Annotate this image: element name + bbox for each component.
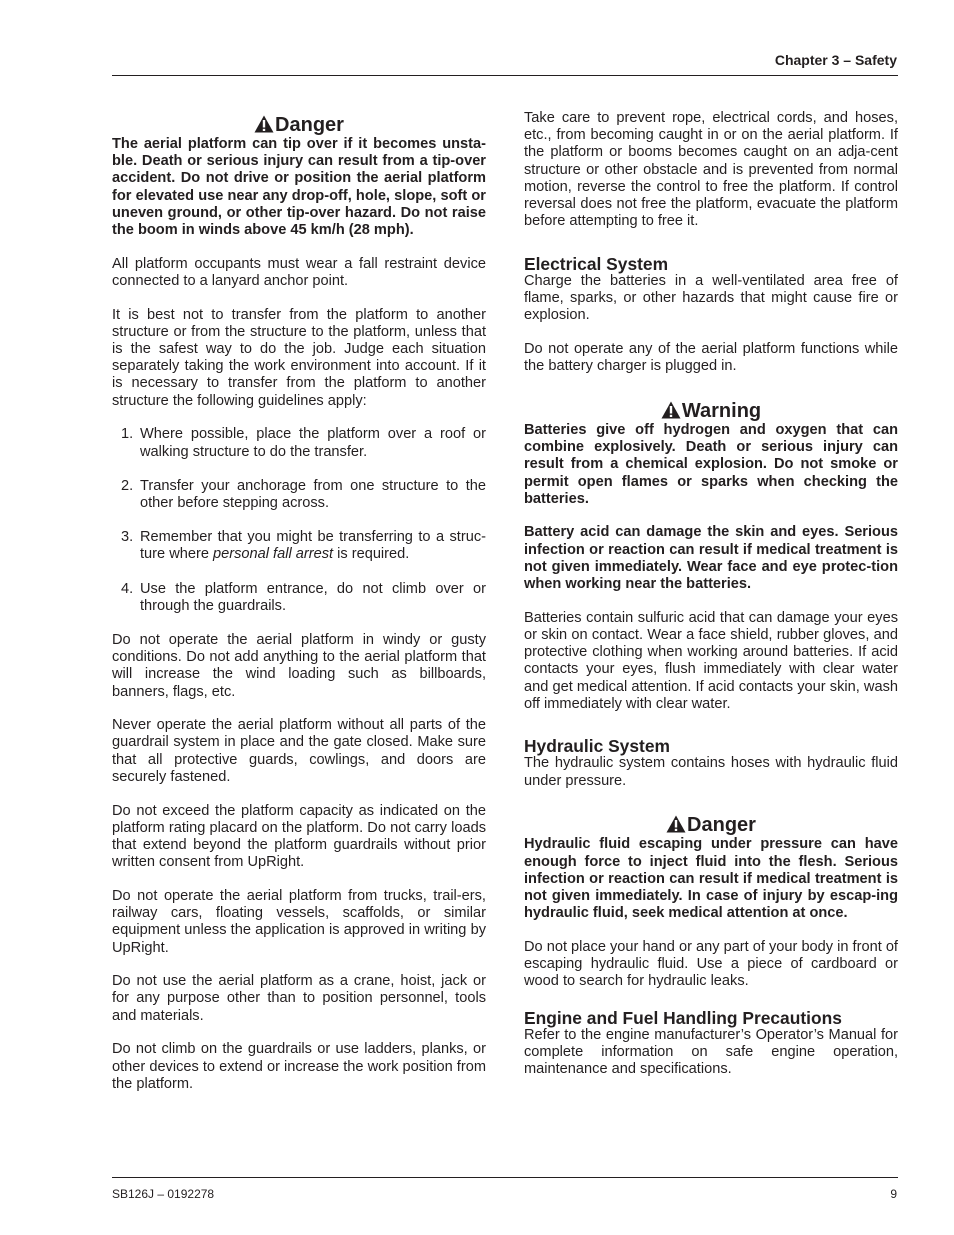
hydraulic-system-heading: Hydraulic System bbox=[524, 736, 670, 757]
list-text: is required. bbox=[333, 546, 410, 563]
right-column bbox=[524, 110, 898, 1095]
paragraph: Do not operate the aerial platform from trucks, trail-ers, railway cars, floating vessels, scaffolds, or similar equipment unless the application is approved in writing by UpRight. bbox=[112, 887, 486, 956]
paragraph: Do not operate the aerial platform in windy or gusty conditions. Do not add anything to the aerial platform that will increase the wind loading such as billboards, banners, flags, etc. bbox=[112, 631, 486, 700]
paragraph: Take care to prevent rope, electrical cords, and hoses, etc., from becoming caught in or on the aerial platform. If the platform or booms becomes caught on an adja-cent structure or other obstacle and is prevented from normal motion, reverse the control to free the platform. If control reversal does not free the platform, evacuate the platform before attempting to free it. bbox=[524, 110, 898, 230]
list-text: Use the platform entrance, do not climb over or through the guardrails. bbox=[140, 580, 486, 614]
danger-text: The aerial platform can tip over if it becomes unsta-ble. Death or serious injury can result from a tip-over accident. Do not drive or position the aerial platform for elevated use near any drop-off, hole, slope, soft or uneven ground, or other tip-over hazard. Do not raise the boom in winds above 45 km/h (28 mph). bbox=[112, 136, 486, 239]
paragraph: It is best not to transfer from the platform to another structure or from the structure to the platform, unless that is the safest way to do the job. Judge each situation separately taking the work environment into account. If it is necessary to transfer from the platform to another structure the following guidelines apply: bbox=[112, 306, 486, 409]
warning-title: Warning bbox=[681, 399, 762, 422]
electrical-system-heading: Electrical System bbox=[524, 253, 669, 274]
list-item bbox=[112, 581, 486, 615]
list-item bbox=[112, 426, 486, 460]
danger-heading bbox=[524, 814, 898, 836]
paragraph: Refer to the engine manufacturer’s Operator’s Manual for complete information on safe engine operation, maintenance and specifications. bbox=[524, 1027, 898, 1078]
paragraph: The hydraulic system contains hoses with hydraulic fluid under pressure. bbox=[524, 755, 898, 789]
warning-triangle-icon bbox=[666, 815, 686, 833]
list-text: Remember that you might be transferring to a struc-ture where bbox=[140, 529, 486, 563]
paragraph: Do not operate any of the aerial platform functions while the battery charger is plugged in. bbox=[524, 341, 898, 375]
list-text: Where possible, place the platform over a roof or walking structure to do the transfer. bbox=[140, 426, 486, 460]
list-number: 2. bbox=[121, 477, 134, 494]
left-column bbox=[112, 114, 486, 1109]
warning-triangle-icon bbox=[661, 401, 681, 419]
paragraph: All platform occupants must wear a fall restraint device connected to a lanyard anchor point. bbox=[112, 255, 486, 289]
paragraph: Batteries contain sulfuric acid that can damage your eyes or skin on contact. Wear a face shield, rubber gloves, and protective clothing when working around batteries. If acid contacts your eyes, flush immediately with clear water and get medical attention. If acid contacts your skin, wash off immediately with clear water. bbox=[524, 609, 898, 712]
list-item bbox=[112, 478, 486, 512]
paragraph: Do not exceed the platform capacity as indicated on the platform rating placard on the platform. Do not carry loads that extend beyond the platform guardrails without prior written consent from UpRight. bbox=[112, 802, 486, 871]
warning-triangle-icon bbox=[254, 115, 274, 133]
paragraph: Never operate the aerial platform without all parts of the guardrail system in place and the gate closed. Make sure that all protective guards, cowlings, and doors are securely fastened. bbox=[112, 717, 486, 785]
footer-rule bbox=[112, 1177, 898, 1178]
list-number: 1. bbox=[121, 426, 134, 443]
paragraph: Do not use the aerial platform as a crane, hoist, jack or for any purpose other than to position personnel, tools and materials. bbox=[112, 973, 486, 1024]
list-number: 4. bbox=[121, 580, 134, 597]
list-item bbox=[112, 529, 486, 563]
danger-title: Danger bbox=[687, 814, 756, 837]
page-number: 9 bbox=[890, 1187, 897, 1201]
paragraph: Charge the batteries in a well-ventilated area free of flame, sparks, or other hazards that might cause fire or explosion. bbox=[524, 272, 898, 324]
warning-text: Battery acid can damage the skin and eyes. Serious infection or reaction can result if medical treatment is not given immediately. Wear face and eye protec-tion when working near the batteries. bbox=[524, 524, 898, 593]
paragraph: Do not climb on the guardrails or use ladders, planks, or other devices to extend or increase the work position from the platform. bbox=[112, 1041, 486, 1092]
danger-title: Danger bbox=[275, 114, 344, 136]
warning-heading bbox=[524, 400, 898, 422]
list-text: Transfer your anchorage from one structure to the other before stepping across. bbox=[140, 477, 486, 511]
list-number: 3. bbox=[121, 529, 134, 546]
header-rule bbox=[112, 75, 898, 76]
list-text-italic: personal fall arrest bbox=[213, 546, 334, 563]
document-id: SB126J – 0192278 bbox=[112, 1187, 215, 1201]
chapter-title: Chapter 3 – Safety bbox=[774, 52, 897, 68]
engine-fuel-heading: Engine and Fuel Handling Precautions bbox=[524, 1008, 842, 1029]
warning-text: Batteries give off hydrogen and oxygen that can combine explosively. Death or serious injury can result from a chemical explosion. Do not smoke or permit open flames or sparks when checking the batteries. bbox=[524, 421, 898, 507]
paragraph: Do not place your hand or any part of your body in front of escaping hydraulic fluid. Use a piece of cardboard or wood to search for hydraulic leaks. bbox=[524, 938, 898, 990]
transfer-guidelines-list bbox=[112, 426, 486, 615]
danger-text: Hydraulic fluid escaping under pressure can have enough force to inject fluid into the flesh. Serious infection or reaction can result if medical treatment is not given immediately. In case of injury by escap-ing hydraulic fluid, seek medical attention at once. bbox=[524, 836, 898, 922]
danger-heading bbox=[112, 114, 486, 136]
